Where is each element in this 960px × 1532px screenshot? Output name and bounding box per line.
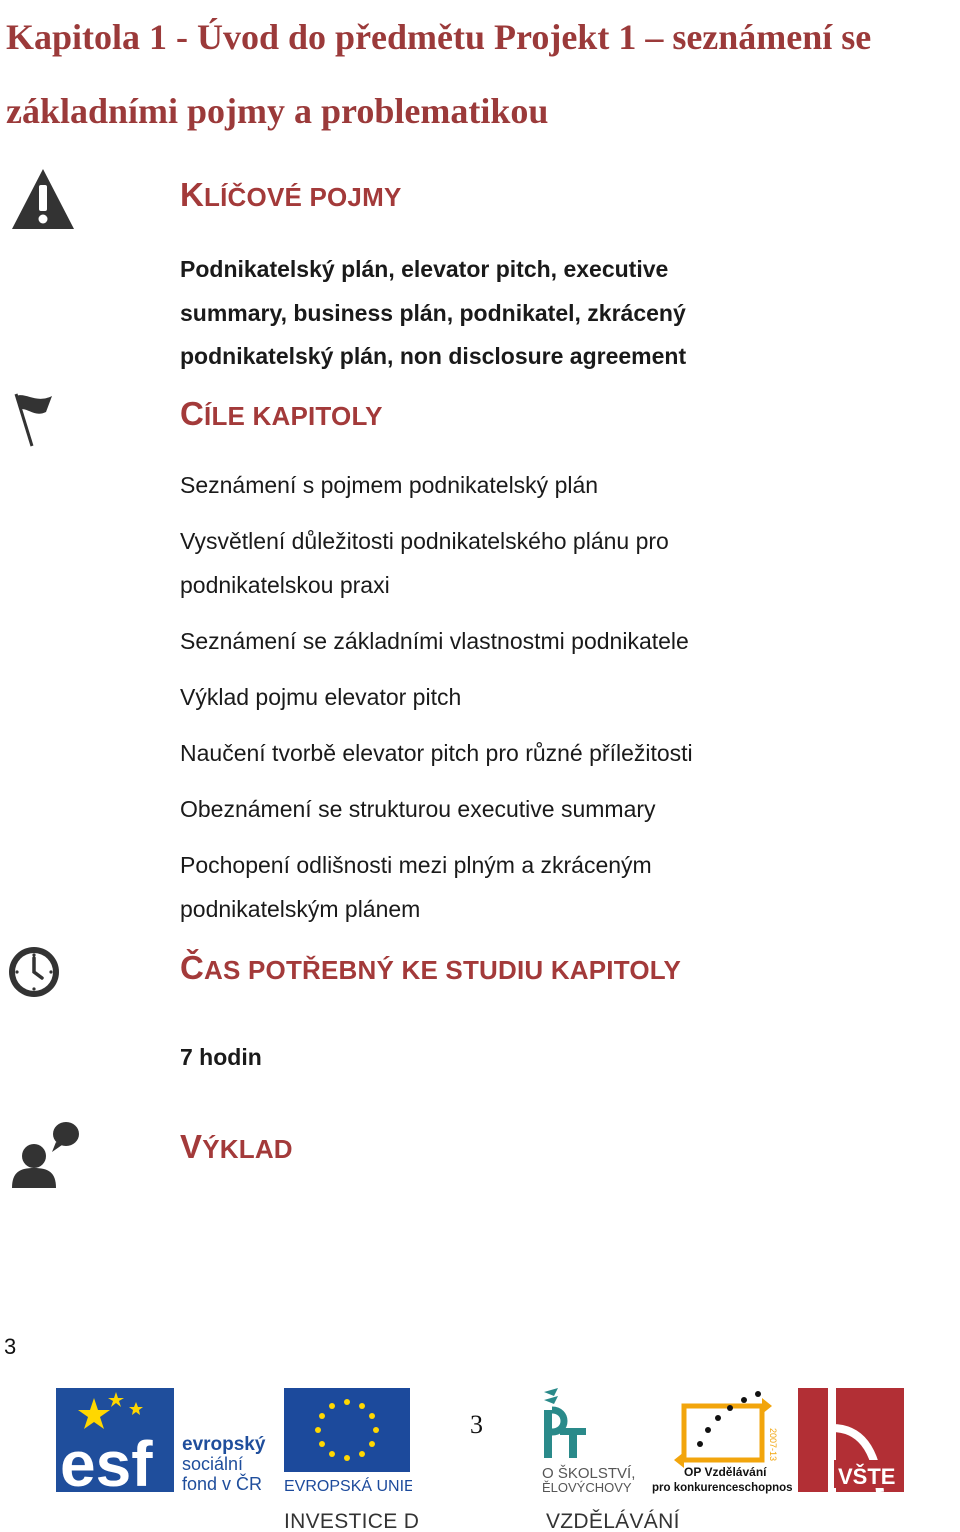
vste-logo [798, 1388, 906, 1499]
goal-item: Seznámení se základními vlastnostmi podnikatele [180, 628, 689, 654]
esf-logo [56, 1388, 276, 1501]
goals-heading: CÍLE KAPITOLY [180, 395, 383, 432]
op-vk-logo [650, 1388, 792, 1501]
page-number: 3 [4, 1334, 17, 1359]
explanation-heading: VÝKLAD [180, 1128, 293, 1165]
svg-text:sociální: sociální [182, 1454, 244, 1474]
svg-text:ĚLOVÝCHOVY: ĚLOVÝCHOVY [542, 1480, 632, 1495]
goal-item: Obeznámení se strukturou executive summary [180, 796, 656, 822]
svg-text:O ŠKOLSTVÍ,: O ŠKOLSTVÍ, [542, 1465, 636, 1482]
svg-text:evropský: evropský [182, 1434, 266, 1455]
eu-logo [284, 1388, 412, 1499]
goal-item: Výklad pojmu elevator pitch [180, 684, 462, 710]
goal-item: Naučení tvorbě elevator pitch pro různé příležitosti [180, 740, 693, 766]
footer-bottom-right: VZDĚLÁVÁNÍ [546, 1510, 680, 1532]
goal-item: Seznámení s pojmem podnikatelský plán [180, 472, 599, 498]
warning-icon [10, 167, 76, 236]
goal-item: Pochopení odlišnosti mezi plným a zkráceným podnikatelským plánem [180, 852, 652, 922]
svg-text:VŠTE: VŠTE [838, 1464, 896, 1489]
footer-bottom-left: INVESTICE D [284, 1510, 420, 1532]
chapter-title: Kapitola 1 - Úvod do předmětu Projekt 1 – seznámení se základními pojmy a problematikou [6, 17, 872, 131]
svg-text:2007-13: 2007-13 [768, 1428, 778, 1462]
study-time-value: 7 hodin [180, 1044, 262, 1070]
svg-text:esf: esf [60, 1428, 153, 1496]
speaker-icon [10, 1118, 82, 1195]
key-terms-heading: KLÍČOVÉ POJMY [180, 176, 402, 213]
footer-page-number: 3 [470, 1410, 483, 1439]
clock-icon [6, 944, 62, 1005]
flag-icon [12, 392, 56, 453]
key-terms-text: Podnikatelský plán, elevator pitch, executive summary, business plán, podnikatel, zkrácený podnikatelský plán, non disclosure agreement [180, 256, 687, 369]
goal-item: Vysvětlení důležitosti podnikatelského plánu pro podnikatelskou praxi [180, 528, 669, 598]
svg-text:pro konkurenceschopnost: pro konkurenceschopnost [652, 1482, 792, 1494]
svg-text:EVROPSKÁ UNIE: EVROPSKÁ UNIE [284, 1478, 412, 1494]
svg-text:OP Vzdělávání: OP Vzdělávání [684, 1465, 767, 1479]
svg-text:fond v ČR: fond v ČR [182, 1474, 263, 1494]
time-heading: ČAS POTŘEBNÝ KE STUDIU KAPITOLY [180, 949, 682, 986]
msmt-logo [542, 1388, 646, 1501]
